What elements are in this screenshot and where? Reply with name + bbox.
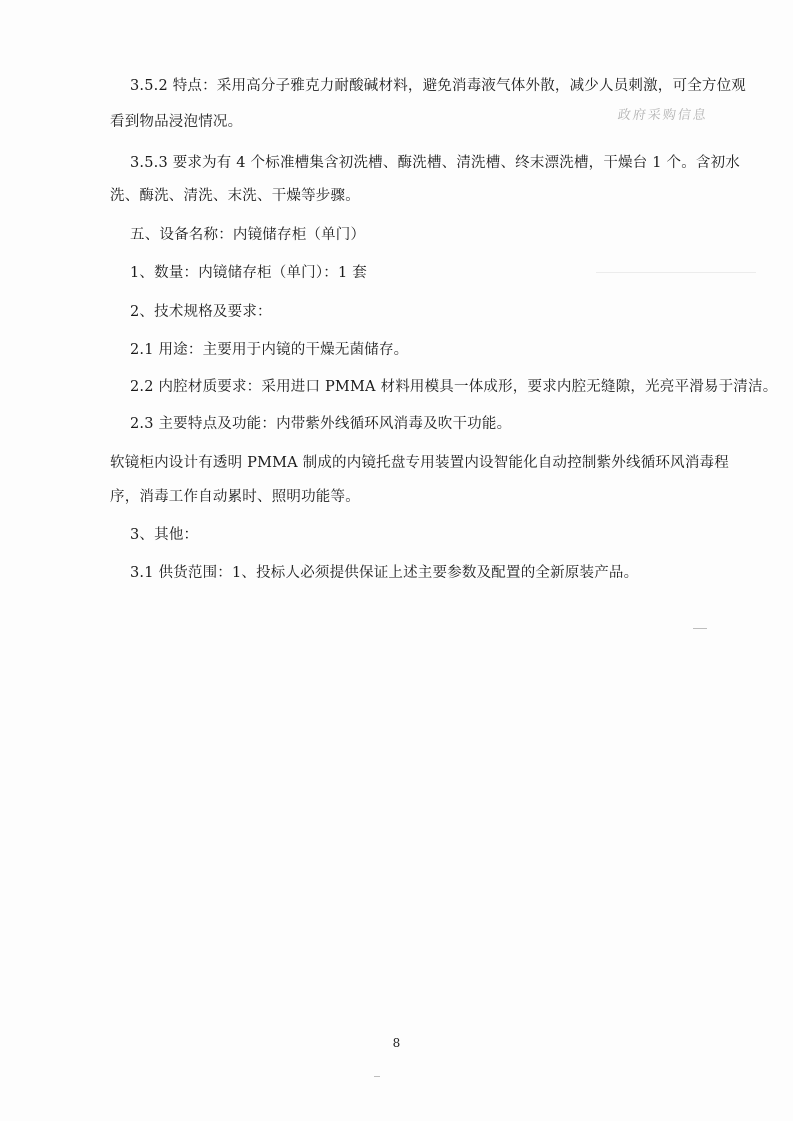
section-five-heading: 五、设备名称：内镜储存柜（单门） bbox=[130, 227, 366, 243]
cabinet-description-line-2: 序，消毒工作自动累时、照明功能等。 bbox=[110, 489, 360, 505]
paragraph-3-5-2-line-2: 看到物品浸泡情况。 bbox=[110, 114, 243, 130]
scan-speck bbox=[596, 272, 756, 273]
stamp-mark: 政府采购信息 bbox=[616, 108, 709, 123]
item-1-quantity: 1、数量：内镜储存柜（单门）：1 套 bbox=[130, 265, 367, 281]
cabinet-description-line-1: 软镜柜内设计有透明 PMMA 制成的内镜托盘专用装置内设智能化自动控制紫外线循环风消毒程 bbox=[110, 455, 729, 471]
scan-speck bbox=[374, 1076, 380, 1077]
paragraph-3-5-3-line-2: 洗、酶洗、清洗、末洗、干燥等步骤。 bbox=[110, 188, 360, 204]
item-2-2-material: 2.2 内腔材质要求：采用进口 PMMA 材料用模具一体成形，要求内腔无缝隙，光亮平滑易于清洁。 bbox=[130, 379, 778, 395]
paragraph-3-5-2-line-1: 3.5.2 特点：采用高分子雅克力耐酸碱材料，避免消毒液气体外散，减少人员刺激，可全方位观 bbox=[130, 78, 746, 94]
item-2-heading: 2、技术规格及要求： bbox=[130, 304, 272, 320]
paragraph-3-5-3-line-1: 3.5.3 要求为有 4 个标准槽集含初洗槽、酶洗槽、清洗槽、终末漂洗槽，干燥台 1 个。含初水 bbox=[130, 155, 740, 171]
item-2-3-features: 2.3 主要特点及功能：内带紫外线循环风消毒及吹干功能。 bbox=[130, 416, 512, 432]
item-2-1-usage: 2.1 用途：主要用于内镜的干燥无菌储存。 bbox=[130, 342, 409, 358]
item-3-heading: 3、其他： bbox=[130, 527, 199, 543]
page-number: 8 bbox=[392, 1036, 401, 1050]
item-3-1-supply-scope: 3.1 供货范围：1、投标人必须提供保证上述主要参数及配置的全新原装产品。 bbox=[130, 565, 639, 581]
scan-speck bbox=[693, 628, 707, 629]
